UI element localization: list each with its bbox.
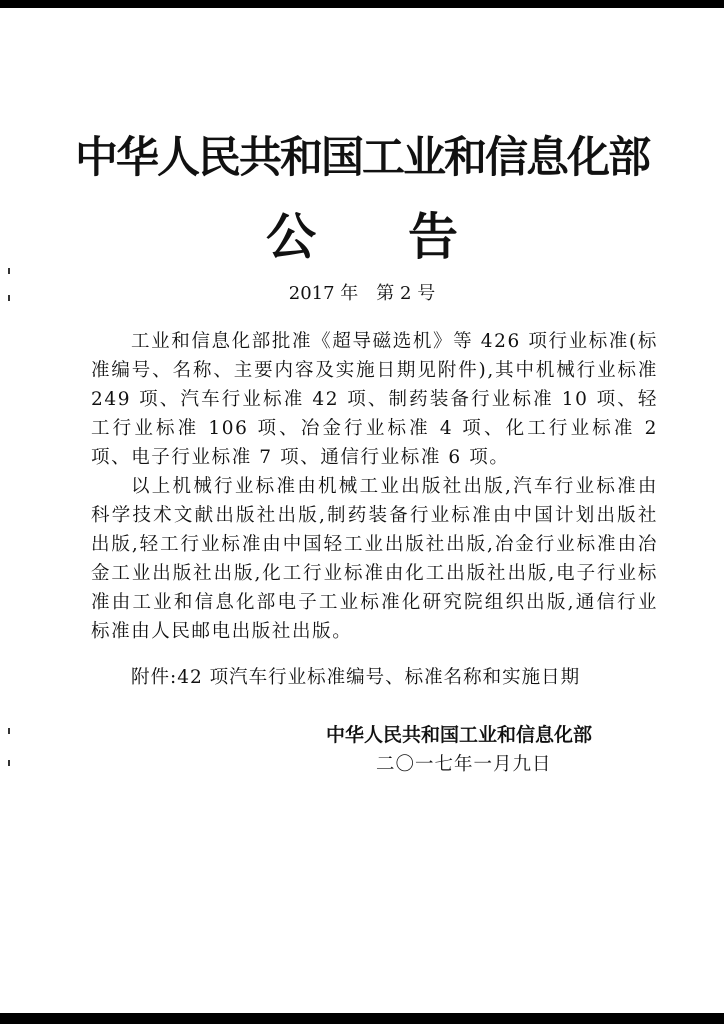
attachment-note: 附件:42 项汽车行业标准编号、标准名称和实施日期	[131, 667, 581, 688]
signature-organization: 中华人民共和国工业和信息化部	[326, 724, 593, 746]
body-paragraph-2: 以上机械行业标准由机械工业出版社出版,汽车行业标准由科学技术文献出版社出版,制药装备行业标准由中国计划出版社出版,轻工行业标准由中国轻工业出版社出版,冶金行业标准由冶金工业出版社出版,化工行业标准由化工出版社出版,电子行业标准由工业和信息化部电子工业标准化研究院组织出版,通信行业标准由人民邮电出版社出版。	[91, 476, 658, 642]
body-paragraph-1: 工业和信息化部批准《超导磁选机》等 426 项行业标准(标准编号、名称、主要内容及实施日期见附件),其中机械行业标准 249 项、汽车行业标准 42 项、制药装备行业标准 10 项、轻工行业标准 106 项、冶金行业标准 4 项、化工行业标准 2 项、电子行业标准 7 项、通信行业标准 6 项。	[91, 331, 658, 468]
scan-mark	[8, 760, 10, 766]
scan-border-top	[0, 0, 724, 8]
issuing-organization-title: 中华人民共和国工业和信息化部	[75, 133, 649, 183]
document-number: 2017 年 第 2 号	[288, 283, 436, 304]
scan-mark	[8, 728, 10, 734]
scan-border-bottom	[0, 1013, 724, 1024]
notice-title: 公告	[266, 208, 550, 266]
signature-date: 二〇一七年一月九日	[376, 754, 552, 775]
